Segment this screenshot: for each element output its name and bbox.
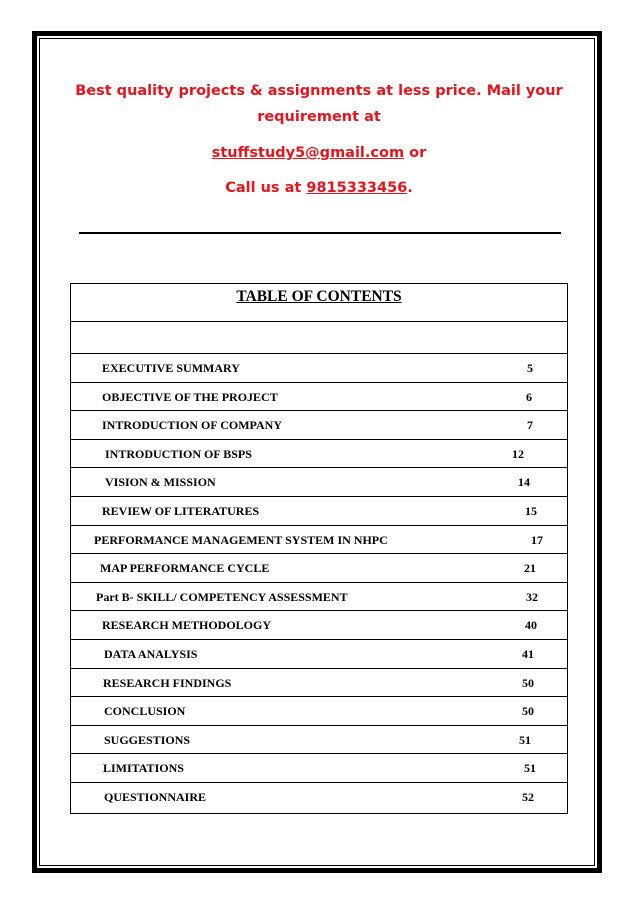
toc-title: TABLE OF CONTENTS <box>236 288 402 305</box>
toc-row <box>71 497 567 526</box>
toc-entry-label: DATA ANALYSIS <box>104 646 198 661</box>
toc-row <box>71 383 567 412</box>
toc-rows <box>71 354 567 813</box>
toc-entry-label: MAP PERFORMANCE CYCLE <box>100 561 270 576</box>
toc-row <box>71 354 567 383</box>
toc-row <box>71 697 567 726</box>
toc-entry-page: 41 <box>522 646 534 661</box>
email-suffix: or <box>404 145 427 161</box>
toc-entry-page: 5 <box>527 361 533 375</box>
ad-line-email <box>0 145 638 161</box>
toc-table <box>70 283 568 814</box>
toc-row <box>71 640 567 669</box>
toc-entry-page: 6 <box>526 389 532 404</box>
toc-entry-label: INTRODUCTION OF COMPANY <box>102 418 282 433</box>
toc-entry-label: SUGGESTIONS <box>104 732 191 747</box>
toc-blank-row <box>71 322 567 354</box>
toc-entry-label: REVIEW OF LITERATURES <box>102 503 260 518</box>
toc-row <box>71 526 567 555</box>
call-suffix: . <box>407 180 413 196</box>
toc-entry-label: CONCLUSION <box>104 704 186 719</box>
toc-entry-page: 52 <box>522 789 534 804</box>
toc-entry-label: RESEARCH FINDINGS <box>103 675 232 690</box>
toc-entry-page: 7 <box>527 418 533 433</box>
call-prefix: Call us at <box>225 180 307 196</box>
toc-entry-label: INTRODUCTION OF BSPS <box>105 446 252 461</box>
toc-entry-page: 51 <box>524 761 536 776</box>
toc-entry-label: EXECUTIVE SUMMARY <box>102 361 240 375</box>
toc-row <box>71 583 567 612</box>
toc-entry-page: 50 <box>522 704 534 719</box>
divider-rule <box>79 232 561 234</box>
toc-row <box>71 554 567 583</box>
ad-line-2: requirement at <box>257 109 381 125</box>
toc-row <box>71 726 567 755</box>
toc-header-row <box>71 284 567 322</box>
toc-entry-page: 12 <box>512 446 524 461</box>
toc-entry-page: 50 <box>522 675 534 690</box>
toc-row <box>71 754 567 783</box>
ad-line-1: Best quality projects & assignments at less price. Mail your <box>75 83 563 99</box>
toc-entry-label: LIMITATIONS <box>103 761 184 776</box>
toc-row <box>71 468 567 497</box>
toc-row <box>71 411 567 440</box>
toc-entry-page: 17 <box>531 532 543 547</box>
toc-entry-label: Part B- SKILL/ COMPETENCY ASSESSMENT <box>96 589 348 604</box>
toc-entry-label: PERFORMANCE MANAGEMENT SYSTEM IN NHPC <box>94 532 388 547</box>
toc-entry-page: 14 <box>518 475 530 490</box>
toc-entry-label: VISION & MISSION <box>105 475 216 490</box>
ad-line-phone <box>0 180 638 196</box>
toc-row <box>71 440 567 469</box>
toc-row <box>71 783 567 813</box>
toc-entry-label: RESEARCH METHODOLOGY <box>102 618 272 633</box>
toc-entry-page: 15 <box>525 503 537 518</box>
toc-entry-page: 21 <box>524 561 536 576</box>
toc-row <box>71 611 567 640</box>
email-link[interactable]: stuffstudy5@gmail.com <box>211 145 405 161</box>
toc-entry-page: 40 <box>525 618 537 633</box>
toc-row <box>71 669 567 698</box>
phone-link[interactable]: 9815333456 <box>306 180 408 196</box>
toc-entry-label: QUESTIONNAIRE <box>104 789 207 804</box>
toc-entry-page: 51 <box>519 732 531 747</box>
toc-entry-label: OBJECTIVE OF THE PROJECT <box>102 389 278 404</box>
toc-entry-page: 32 <box>526 589 538 604</box>
